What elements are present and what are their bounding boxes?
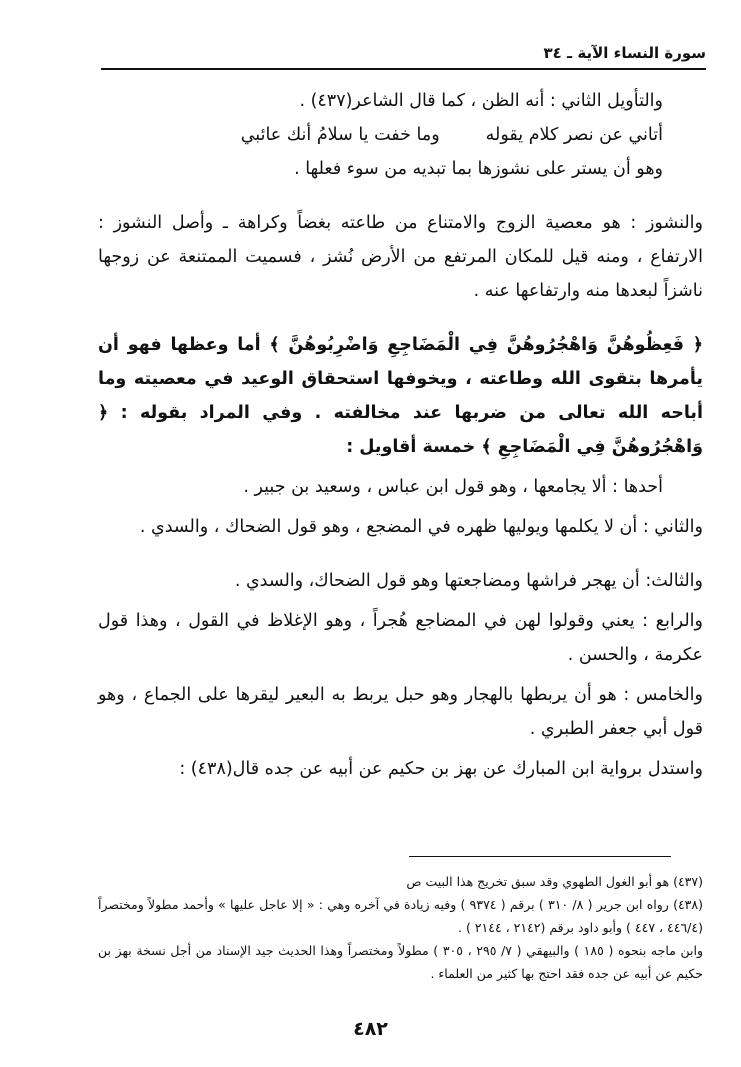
surah-title: سورة النساء الآية ـ ٣٤ [543,44,706,62]
paragraph-opinion-fifth: والخامس : هو أن يربطها بالهجار وهو حبل يربط به البعير ليقرها على الجماع ، وهو قول أبي جعفر الطبري . [98,685,703,739]
paragraph-nushuz: والنشوز : هو معصية الزوج والامتناع من طاعته بغضاً وكراهة ـ وأصل النشوز : الارتفاع ، ومنه قيل للمكان المرتفع من الأرض نُشز ، فسميت الممتنعة عن زوجها ناشزاً لبعدها منه وارتفاعها عنه . [98,213,703,301]
paragraph-second-interpretation: والتأويل الثاني : أنه الظن ، كما قال الشاعر(٤٣٧) . [299,91,663,111]
paragraph-opinion-fourth: والرابع : يعني وقولوا لهن في المضاجع هُجراً ، وهو الإغلاظ في القول ، وهذا قول عكرمة ، والحسن . [98,611,703,665]
footnote-separator [409,856,671,857]
poem-line [98,118,663,152]
footnotes [98,870,703,985]
running-header [101,44,706,70]
paragraph-opinion-first: أحدها : ألا يجامعها ، وهو قول ابن عباس ، وسعيد بن جبير . [243,477,663,497]
footnote-438: (٤٣٨) رواه ابن جرير ( ٨/ ٣١٠ ) برقم ( ٩٣٧٤ ) وفيه زيادة في آخره وهي : « إلا عاجل عليها » وأحمد مطولاً ومختصراً (٤٤٦/٤ ، ٤٤٧ ) وأبو داود برقم (٢١٤٢ ، ٢١٤٤ ) . [98,897,704,935]
poem-verse [98,118,703,186]
footnote-438-continued: وابن ماجه بنحوه ( ١٨٥ ) والبيهقي ( ٧/ ٢٩٥ ، ٣٠٥ ) مطولاً ومختصراً وهذا الحديث جيد الإسناد من أجل نسخة بهز بن حكيم عن أبيه عن جده فقد احتج بها كثير من العلماء . [98,943,703,981]
poem-hemistich-first: أتاني عن نصر كلام يقوله [485,125,663,145]
page-number: ٤٨٢ [353,1018,388,1040]
main-text [98,84,703,786]
poem-explanation: وهو أن يستر على نشوزها بما تبديه من سوء فعلها . [294,159,663,179]
paragraph-opinion-second: والثاني : أن لا يكلمها ويوليها ظهره في المضجع ، وهو قول الضحاك ، والسدي . [139,517,703,537]
footnote-437: (٤٣٧) هو أبو الغول الطهوي وقد سبق تخريج هذا البيت ص [406,874,703,889]
paragraph-opinion-third: والثالث: أن يهجر فراشها ومضاجعتها وهو قول الضحاك، والسدي . [234,571,703,591]
poem-hemistich-second: وما خفت يا سلامُ أنك عائبي [240,125,440,145]
paragraph-evidence: واستدل برواية ابن المبارك عن بهز بن حكيم عن أبيه عن جده قال(٤٣٨) : [179,759,703,779]
paragraph-verse-admonish: ﴿ فَعِظُوهُنَّ وَاهْجُرُوهُنَّ فِي الْمَضَاجِعِ وَاضْرِبُوهُنَّ ﴾ أما وعظها فهو أن يأمرها بتقوى الله وطاعته ، ويخوفها استحقاق الوعيد في معصيته وما أباحه الله تعالى من ضربها عند مخالفته . وفي المراد بقوله : ﴿ وَاهْجُرُوهُنَّ فِي الْمَضَاجِعِ ﴾ خمسة أقاويل : [98,335,703,457]
